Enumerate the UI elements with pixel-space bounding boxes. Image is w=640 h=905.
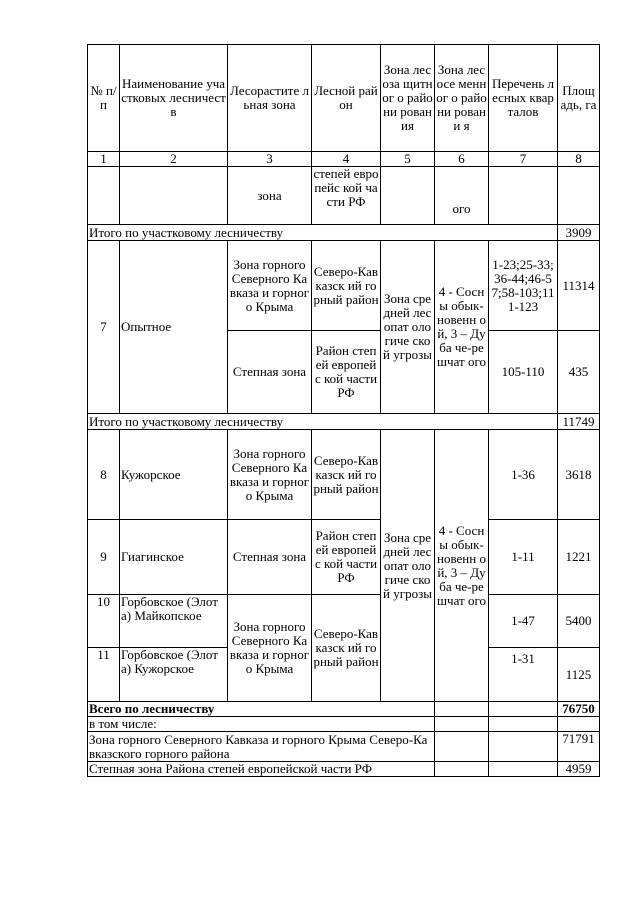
table-row (88, 430, 600, 520)
row-district: Северо-Кавказск ий горный район (312, 241, 381, 331)
row-district: Район степей европейс кой части РФ (312, 331, 381, 414)
row-area: 11314 (558, 241, 600, 331)
row-area: 3618 (558, 430, 600, 520)
header-zone: Лесорастите льная зона (228, 45, 312, 152)
row-quarters: 1-11 (489, 520, 558, 595)
cont-seed: ого (435, 167, 489, 225)
forestry-table (87, 44, 600, 777)
summary-mountain-label: Зона горного Северного Кавказа и горного Крыма Северо-Кавказского горного района (88, 732, 435, 762)
row-num: 8 (88, 430, 120, 520)
header-protect-zone: Зона лесоза щитног о райони рования (381, 45, 435, 152)
subtotal-row (88, 414, 600, 430)
row-quarters: 1-23;25-33;36-44;46-57;58-103;111-123 (489, 241, 558, 331)
row-zone: Степная зона (228, 331, 312, 414)
table-row (88, 241, 600, 331)
row-num: 10 (88, 595, 120, 648)
row-zone: Зона горного Северного Кавказа и горного Крыма (228, 595, 312, 702)
row-area: 5400 (558, 595, 600, 648)
header-num: № п/п (88, 45, 120, 152)
continuation-row (88, 167, 600, 225)
subtotal-area: 11749 (558, 414, 600, 430)
header-name: Наименование участковых лесничеств (120, 45, 228, 152)
including-label: в том числе: (88, 717, 435, 732)
row-seed-zone: 4 - Сосны обык-новенн ой, 3 – Дуба че-решчат ого (435, 430, 489, 702)
numbering-row (88, 152, 600, 167)
col-number: 2 (120, 152, 228, 167)
subtotal-area: 3909 (558, 225, 600, 241)
row-name: Горбовское (Элота) Кужорское (120, 648, 228, 702)
summary-row (88, 732, 600, 762)
row-quarters: 1-31 (489, 648, 558, 702)
col-number: 6 (435, 152, 489, 167)
row-quarters: 1-36 (489, 430, 558, 520)
col-number: 7 (489, 152, 558, 167)
summary-row (88, 762, 600, 777)
subtotal-label: Итого по участковому лесничеству (88, 414, 558, 430)
header-quarters: Перечень лесных кварталов (489, 45, 558, 152)
row-num: 7 (88, 241, 120, 414)
row-area: 1125 (558, 648, 600, 702)
row-district: Северо-Кавказск ий горный район (312, 430, 381, 520)
including-row (88, 717, 600, 732)
row-protect-zone: Зона средней лесопат ологиче ской угрозы (381, 430, 435, 702)
col-number: 3 (228, 152, 312, 167)
subtotal-label: Итого по участковому лесничеству (88, 225, 558, 241)
row-name: Горбовское (Элота) Майкопское (120, 595, 228, 648)
row-name: Опытное (120, 241, 228, 414)
row-quarters: 1-47 (489, 595, 558, 648)
table-row (88, 520, 600, 595)
row-num: 9 (88, 520, 120, 595)
cont-district: степей европейс кой части РФ (312, 167, 381, 225)
header-district: Лесной район (312, 45, 381, 152)
row-protect-zone: Зона средней лесопат ологиче ской угрозы (381, 241, 435, 414)
summary-mountain-area: 71791 (558, 732, 600, 762)
row-district: Северо-Кавказск ий горный район (312, 595, 381, 702)
summary-steppe-area: 4959 (558, 762, 600, 777)
cont-zone: зона (228, 167, 312, 225)
total-area: 76750 (558, 702, 600, 717)
row-name: Кужорское (120, 430, 228, 520)
row-zone: Зона горного Северного Кавказа и горного Крыма (228, 241, 312, 331)
col-number: 5 (381, 152, 435, 167)
row-zone: Степная зона (228, 520, 312, 595)
subtotal-row (88, 225, 600, 241)
col-number: 8 (558, 152, 600, 167)
row-district: Район степей европейс кой части РФ (312, 520, 381, 595)
col-number: 1 (88, 152, 120, 167)
row-area: 1221 (558, 520, 600, 595)
row-quarters: 105-110 (489, 331, 558, 414)
row-num: 11 (88, 648, 120, 702)
header-row (88, 45, 600, 152)
table-row (88, 595, 600, 648)
row-name: Гиагинское (120, 520, 228, 595)
total-row (88, 702, 600, 717)
summary-steppe-label: Степная зона Района степей европейской части РФ (88, 762, 435, 777)
row-zone: Зона горного Северного Кавказа и горного Крыма (228, 430, 312, 520)
row-seed-zone: 4 - Сосны обык-новенн ой, 3 – Дуба че-решчат ого (435, 241, 489, 414)
header-area: Площ адь, га (558, 45, 600, 152)
total-label: Всего по лесничеству (88, 702, 435, 717)
col-number: 4 (312, 152, 381, 167)
header-seed-zone: Зона лесосе менног о райони ровани я (435, 45, 489, 152)
row-area: 435 (558, 331, 600, 414)
